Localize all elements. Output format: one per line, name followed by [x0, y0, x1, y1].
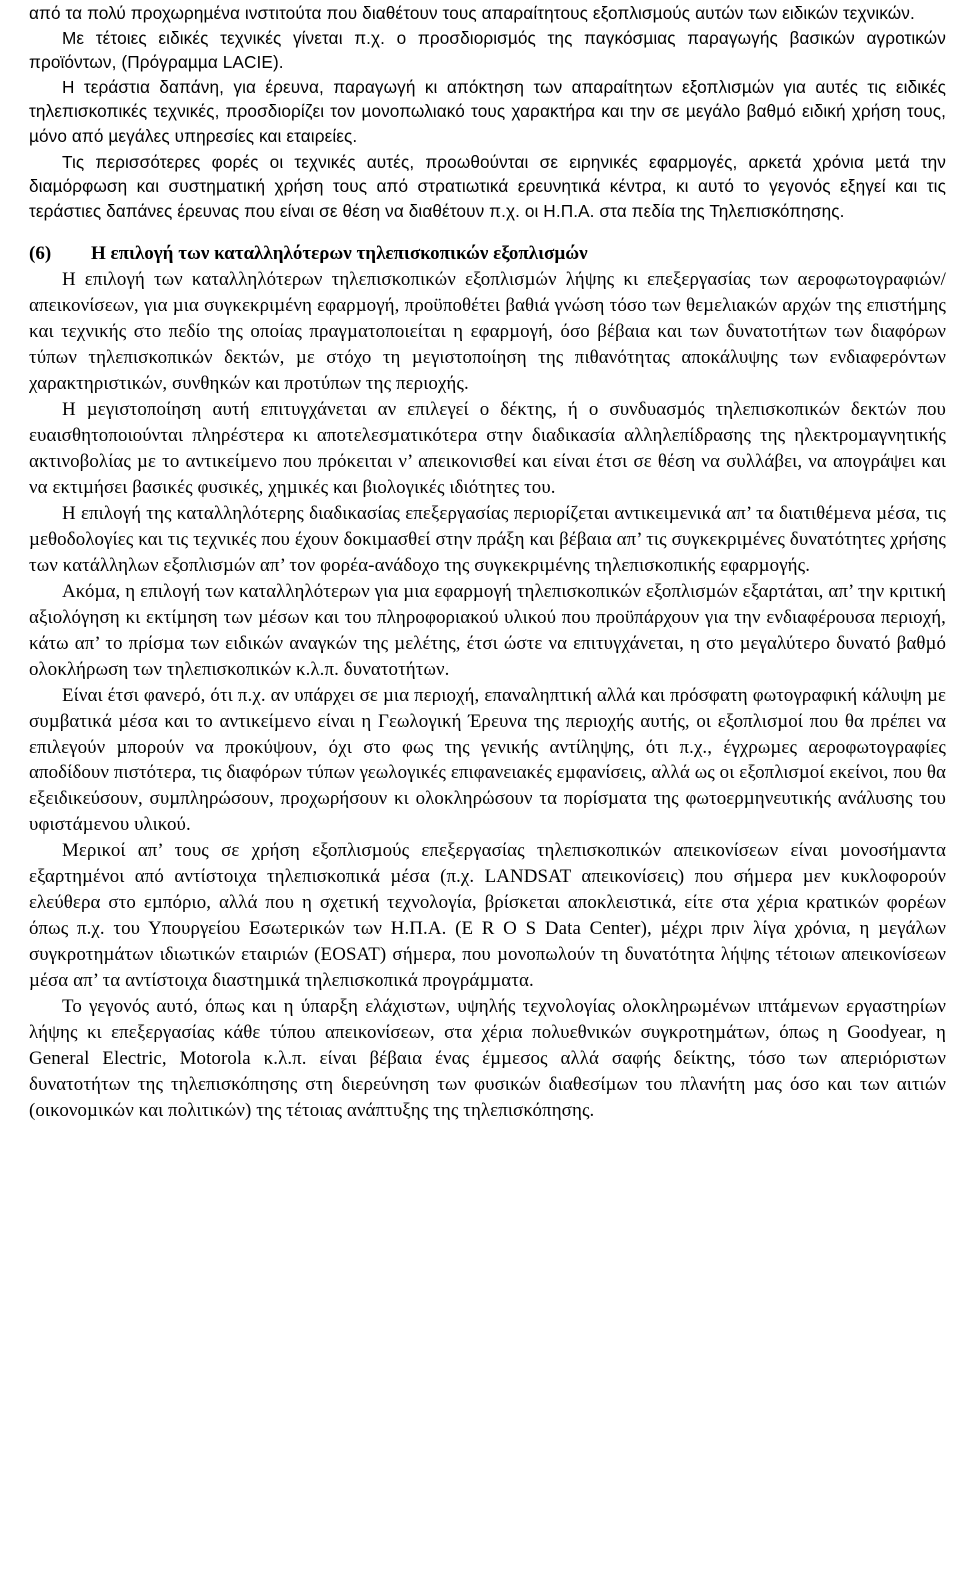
section-heading: [29, 241, 946, 267]
document-page: [29, 0, 946, 1124]
paragraph-lacie: Με τέτοιες ειδικές τεχνικές γίνεται π.χ. ο προσδιορισµός της παγκόσµιας παραγωγής βασικών αγροτικών προϊόντων, (Πρόγραµµα LACIE).: [29, 27, 946, 73]
section-title: Η επιλογή των καταλληλότερων τηλεπισκοπικών εξοπλισµών: [91, 243, 588, 265]
paragraph-cost: Η τεράστια δαπάνη, για έρευνα, παραγωγή κι απόκτηση των απαραίτητων εξοπλισµών για αυτές τις ειδικές τηλεπισκοπικές τεχνικές, προσδιορίζει τον µονοπωλιακό τους χαρακτήρα και την σε µεγάλο βαθµό ειδική χρήση τους, µόνο από µεγάλες υπηρεσίες και εταιρείες.: [29, 76, 946, 146]
paragraph-intro-continuation: από τα πολύ προχωρηµένα ινστιτούτα που διαθέτουν τους απαραίτητους εξοπλισµούς αυτών των ειδικών τεχνικών.: [29, 3, 915, 23]
paragraph-evaluation: Ακόµα, η επιλογή των καταλληλότερων για µια εφαρµογή τηλεπισκοπικών εξοπλισµών εξαρτάται, απ’ την κριτική αξιολόγηση κι εκτίµηση των µέσων και του πληροφοριακού υλικού που προϋπάρχουν για την ενδιαφέρουσα περιοχή, κάτω απ’ το πρίσµα των ειδικών αναγκών της µελέτης, έτσι ώστε να επιτυγχάνεται, η στο µεγαλύτερο δυνατό βαθµό ολοκλήρωση των τηλεπισκοπικών κ.λ.π. δυνατοτήτων.: [29, 580, 946, 680]
paragraph-processing: Η επιλογή της καταλληλότερης διαδικασίας επεξεργασίας περιορίζεται αντικειµενικά απ’ τα διατιθέµενα µέσα, τις µεθοδολογίες και τις τεχνικές που έχουν δοκιµασθεί στην πράξη και βέβαια απ’ τις συγκεκριµένες δυνατότητες χρήσης των κατάλληλων εξοπλισµών απ’ τον φορέα-ανάδοχο της συγκεκριµένης τηλεπισκοπικής εφαρµογής.: [29, 502, 946, 576]
paragraph-landsat: Μερικοί απ’ τους σε χρήση εξοπλισµούς επεξεργασίας τηλεπισκοπικών απεικονίσεων είναι µονοσήµαντα εξαρτηµένοι από αντίστοιχα τηλεπισκοπικά µέσα (π.χ. LANDSAT απεικονίσεις) που σήµερα µεν κυκλοφορούν ελεύθερα στο εµπόριο, αλλά που η σχετική τεχνολογία, βρίσκεται αποκλειστικά, είτε στα χέρια κρατικών φορέων όπως π.χ. του Υπουργείου Εσωτερικών των Η.Π.Α. (E R O S Data Center), µέχρι πριν λίγα χρόνια, η µεγάλων συγκροτηµάτων ιδιωτικών εταιριών (EOSAT) σήµερα, που µονοπωλούν τη δυνατότητα λήψης τέτοιων απεικονίσεων µέσα απ’ τα αντίστοιχα διαστηµικά τηλεπισκοπικά προγράµµατα.: [29, 840, 946, 992]
paragraph-selection: Η επιλογή των καταλληλότερων τηλεπισκοπικών εξοπλισµών λήψης κι επεξεργασίας των αεροφωτογραφιών/απεικονίσεων, για µια συγκεκριµένη εφαρµογή, προϋποθέτει βαθιά γνώση τόσο των θεµελιακών αρχών της επιστήµης και τεχνικής στο πεδίο της οποίας πραγµατοποιείται η εφαρµογή, όσο βέβαια και των δυνατοτήτων των διαφόρων τύπων τηλεπισκοπικών δεκτών, µε στόχο τη µεγιστοποίηση της πιθανότητας αποκάλυψης των ενδιαφερόντων χαρακτηριστικών, συνθηκών και προτύπων της περιοχής.: [29, 269, 946, 395]
paragraph-example-geology: Είναι έτσι φανερό, ότι π.χ. αν υπάρχει σε µια περιοχή, επαναληπτική αλλά και πρόσφατη φωτογραφική κάλυψη µε συµβατικά µέσα και το αντικείµενο είναι η Γεωλογική Έρευνα της περιοχής αυτής, οι εξοπλισµοί που θα πρέπει να επιλεγούν µπορούν να προκύψουν, όχι στο φως της γενικής αντίληψης, ότι π.χ., έγχρωµες αεροφωτογραφίες αποδίδουν πιστότερα, τις διαφόρων τύπων γεωλογικές επιφανειακές εµφανίσεις, αλλά ως οι εξοπλισµοί εκείνοι, που θα εξειδικεύσουν, συµπληρώσουν, προχωρήσουν κι ολοκληρώσουν τα πορίσµατα της φωτοερµηνευτικής ανάλυσης του υφιστάµενου υλικού.: [29, 684, 946, 836]
section-number: (6): [29, 243, 52, 265]
paragraph-military: Τις περισσότερες φορές οι τεχνικές αυτές, προωθούνται σε ειρηνικές εφαρµογές, αρκετά χρόνια µετά την διαµόρφωση και συστηµατική χρήση τους από στρατιωτικά ερευνητικά κέντρα, κι αυτό το γεγονός εξηγεί και τις τεράστιες δαπάνες έρευνας που είναι σε θέση να διαθέτουν π.χ. οι Η.Π.Α. στα πεδία της Τηλεπισκόπησης.: [29, 151, 946, 221]
paragraph-multinationals: Το γεγονός αυτό, όπως και η ύπαρξη ελάχιστων, υψηλής τεχνολογίας ολοκληρωµένων ιπτάµενων εργαστηρίων λήψης κι επεξεργασίας κάθε τύπου απεικονίσεων, στα χέρια πολυεθνικών συγκροτηµάτων, όπως η Goodyear, η General Electric, Motorola κ.λ.π. είναι βέβαια ένας έµµεσος αλλά σαφής δείκτης, τόσο των απεριόριστων δυνατοτήτων της τηλεπισκόπησης στη διερεύνηση των φυσικών διαθεσίµων του πλανήτη µας όσο και των αιτιών (οικονοµικών και πολιτικών) της τέτοιας ανάπτυξης της τηλεπισκόπησης.: [29, 996, 946, 1121]
paragraph-maximization: Η µεγιστοποίηση αυτή επιτυγχάνεται αν επιλεγεί ο δέκτης, ή ο συνδυασµός τηλεπισκοπικών δεκτών που ευαισθητοποιούνται πληρέστερα κι αποτελεσµατικότερα στην διαδικασία αλληλεπίδρασης της ηλεκτροµαγνητικής ακτινοβολίας µε το αντικείµενο που πρόκειται ν’ απεικονισθεί και είναι έτσι σε θέση να συλλάβει, να απογράψει και να εκτιµήσει βασικές φυσικές, χηµικές και βιολογικές ιδιότητες του.: [29, 399, 946, 498]
